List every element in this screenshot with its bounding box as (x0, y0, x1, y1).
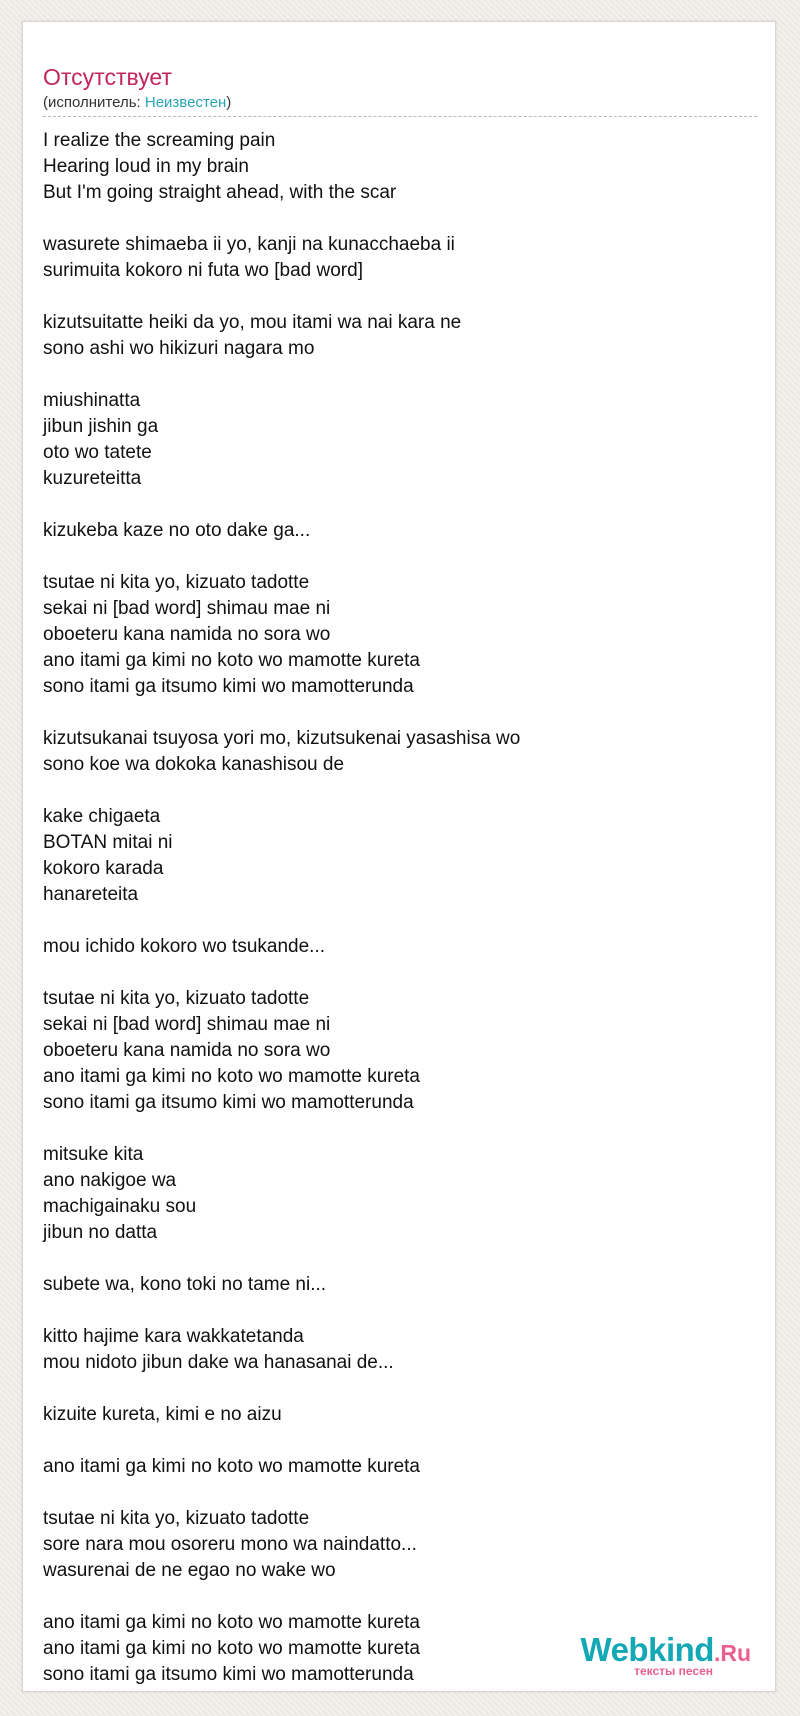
lyric-line: sono koe wa dokoka kanashisou de (43, 754, 345, 775)
lyric-line: miushinatta (43, 390, 141, 411)
lyric-line: oboeteru kana namida no sora wo (43, 1040, 331, 1061)
lyric-line: oboeteru kana namida no sora wo (43, 624, 331, 645)
lyric-line: kuzureteitta (43, 468, 142, 489)
lyric-stanza (43, 388, 757, 492)
lyric-line: sono itami ga itsumo kimi wo mamotterunda (43, 1092, 414, 1113)
lyric-line: kokoro karada (43, 858, 164, 879)
lyric-stanza (43, 1454, 757, 1480)
lyric-stanza (43, 1402, 757, 1428)
lyric-line: subete wa, kono toki no tame ni... (43, 1274, 327, 1295)
lyrics-text (43, 128, 757, 1688)
lyric-line: ano itami ga kimi no koto wo mamotte kureta (43, 650, 421, 671)
lyric-line: ano nakigoe wa (43, 1170, 177, 1191)
lyric-line: sekai ni [bad word] shimau mae ni (43, 598, 331, 619)
lyric-stanza (43, 804, 757, 908)
lyric-stanza (43, 310, 757, 362)
song-title: Отсутствует (43, 64, 172, 90)
lyric-line: kizutsuitatte heiki da yo, mou itami wa nai kara ne (43, 312, 462, 333)
lyric-stanza (43, 570, 757, 700)
lyric-line: sono itami ga itsumo kimi wo mamotterunda (43, 1664, 414, 1685)
lyric-line: kake chigaeta (43, 806, 161, 827)
logo-tagline: тексты песен (634, 1664, 713, 1678)
lyric-line: kizukeba kaze no oto dake ga... (43, 520, 311, 541)
lyric-line: mou ichido kokoro wo tsukande... (43, 936, 325, 957)
lyric-line: ano itami ga kimi no koto wo mamotte kureta (43, 1456, 421, 1477)
lyric-line: surimuita kokoro ni futa wo [bad word] (43, 260, 363, 281)
site-logo (581, 1633, 751, 1677)
lyric-stanza (43, 1272, 757, 1298)
lyric-stanza (43, 128, 757, 206)
logo-brand: Webkind (580, 1631, 714, 1668)
song-header (43, 42, 757, 117)
artist-prefix: (исполнитель: (43, 94, 145, 111)
lyric-line: machigainaku sou (43, 1196, 197, 1217)
artist-link[interactable]: Неизвестен (144, 94, 227, 111)
lyric-line: kizutsukanai tsuyosa yori mo, kizutsukenai yasashisa wo (43, 728, 521, 749)
lyric-stanza (43, 1142, 757, 1246)
lyric-stanza (43, 934, 757, 960)
lyric-line: jibun jishin ga (43, 416, 159, 437)
lyric-line: hanareteita (43, 884, 139, 905)
lyric-line: sono ashi wo hikizuri nagara mo (43, 338, 315, 359)
lyric-line: wasurenai de ne egao no wake wo (43, 1560, 336, 1581)
lyric-stanza (43, 1324, 757, 1376)
lyric-line: But I'm going straight ahead, with the scar (43, 182, 397, 203)
lyric-line: jibun no datta (43, 1222, 158, 1243)
lyrics-card (22, 21, 776, 1692)
lyric-line: sono itami ga itsumo kimi wo mamotterunda (43, 676, 414, 697)
artist-line (43, 94, 231, 112)
lyric-line: ano itami ga kimi no koto wo mamotte kureta (43, 1612, 421, 1633)
lyric-line: mitsuke kita (43, 1144, 144, 1165)
artist-suffix: ) (226, 94, 232, 111)
lyric-line: sore nara mou osoreru mono wa naindatto... (43, 1534, 417, 1555)
lyric-line: tsutae ni kita yo, kizuato tadotte (43, 572, 310, 593)
logo-suffix: .Ru (713, 1640, 751, 1666)
lyric-line: Hearing loud in my brain (43, 156, 249, 177)
lyric-stanza (43, 518, 757, 544)
lyric-line: mou nidoto jibun dake wa hanasanai de... (43, 1352, 394, 1373)
lyric-line: kizuite kureta, kimi e no aizu (43, 1404, 282, 1425)
lyric-stanza (43, 726, 757, 778)
lyric-line: ano itami ga kimi no koto wo mamotte kureta (43, 1066, 421, 1087)
lyric-line: BOTAN mitai ni (43, 832, 173, 853)
lyric-stanza (43, 986, 757, 1116)
lyric-line: ano itami ga kimi no koto wo mamotte kureta (43, 1638, 421, 1659)
lyric-line: tsutae ni kita yo, kizuato tadotte (43, 988, 310, 1009)
lyric-line: tsutae ni kita yo, kizuato tadotte (43, 1508, 310, 1529)
lyric-line: kitto hajime kara wakkatetanda (43, 1326, 304, 1347)
lyric-line: wasurete shimaeba ii yo, kanji na kunacchaeba ii (43, 234, 455, 255)
lyric-stanza (43, 1506, 757, 1584)
lyric-line: sekai ni [bad word] shimau mae ni (43, 1014, 331, 1035)
lyric-stanza (43, 232, 757, 284)
lyric-line: oto wo tatete (43, 442, 152, 463)
lyric-line: I realize the screaming pain (43, 130, 276, 151)
